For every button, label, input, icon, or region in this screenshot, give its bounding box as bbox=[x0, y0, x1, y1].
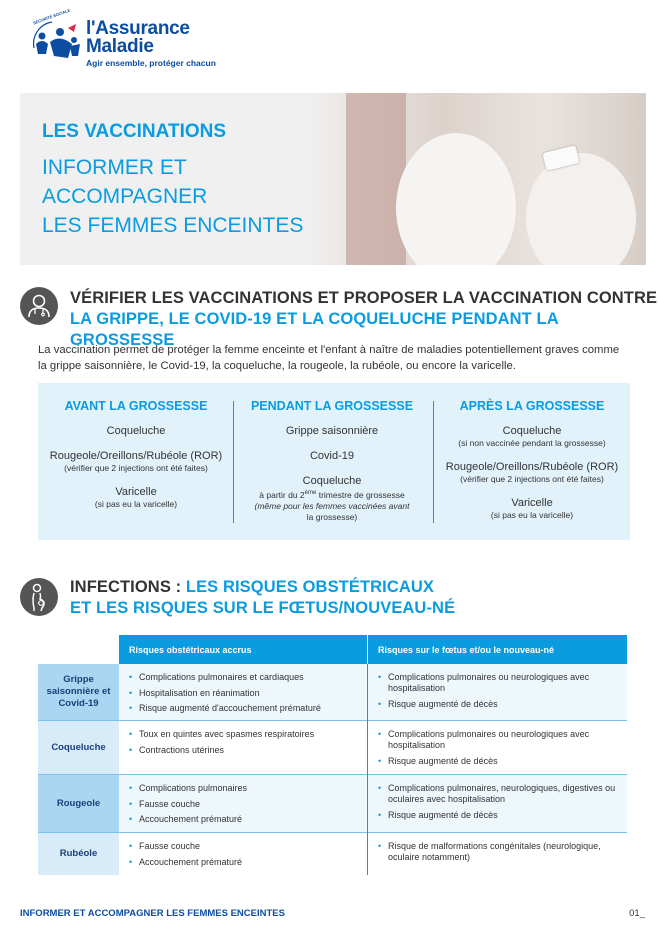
row-fetus-cell: • Complications pulmonaires ou neurologiques avec hospitalisation • Risque augmenté de décès bbox=[368, 721, 627, 774]
row-obstetrical-cell: • Fausse couche • Accouchement prématuré bbox=[119, 833, 367, 875]
hero-title: INFORMER ET ACCOMPAGNER LES FEMMES ENCEINTES bbox=[42, 156, 304, 237]
row-label: Coqueluche bbox=[38, 721, 119, 774]
pregnant-woman-icon bbox=[20, 578, 58, 616]
hero-banner bbox=[20, 93, 646, 265]
row-divider bbox=[38, 832, 627, 833]
table-row bbox=[38, 775, 627, 832]
row-divider bbox=[38, 774, 627, 775]
table-row bbox=[38, 721, 627, 774]
row-label: Rubéole bbox=[38, 833, 119, 875]
table-header-fetus: Risques sur le fœtus et/ou le nouveau-né bbox=[368, 635, 627, 664]
table-row bbox=[38, 833, 627, 875]
doctor-icon bbox=[20, 287, 58, 325]
page-number: 01_ bbox=[629, 908, 645, 919]
row-fetus-cell: • Complications pulmonaires ou neurologiques avec hospitalisation • Risque augmenté de décès bbox=[368, 664, 627, 720]
column-title: AVANT LA GROSSESSE bbox=[64, 399, 208, 413]
section2-heading: INFECTIONS : LES RISQUES OBSTÉTRICAUX ET LES RISQUES SUR LE FŒTUS/NOUVEAU-NÉ bbox=[70, 578, 456, 617]
brand-name: l'Assurance Maladie bbox=[86, 18, 190, 57]
row-obstetrical-cell: • Complications pulmonaires • Fausse couche • Accouchement prématuré bbox=[119, 775, 367, 832]
brand-logo bbox=[28, 7, 228, 70]
vaccination-timeline-box bbox=[38, 383, 630, 540]
column-title: PENDANT LA GROSSESSE bbox=[250, 399, 414, 413]
row-label: Rougeole bbox=[38, 775, 119, 832]
hero-kicker: LES VACCINATIONS bbox=[42, 121, 227, 142]
row-fetus-cell: • Risque de malformations congénitales (neurologique, oculaire notamment) bbox=[368, 833, 627, 875]
section1-intro: La vaccination permet de protéger la femme enceinte et l'enfant à naître de maladies potentiellement graves comme la grippe saisonnière, le Covid-19, la coqueluche, la rougeole, la rubéole, ou encore la varicelle. bbox=[38, 344, 620, 372]
column-apres: APRÈS LA GROSSESSE Coqueluche (si non vaccinée pendant la grossesse) Rougeole/Oreillons/Rubéole (ROR) (vérifier que 2 injections ont été faites) Varicelle (si pas eu la varicelle) bbox=[434, 399, 630, 521]
pregnant-women-photo bbox=[306, 93, 646, 265]
table-header-obstetrical: Risques obstétricaux accrus bbox=[119, 635, 367, 664]
column-avant: AVANT LA GROSSESSE Coqueluche Rougeole/Oreillons/Rubéole (ROR) (vérifier que 2 injections ont été faites) Varicelle (si pas eu la varicelle) bbox=[38, 399, 234, 510]
table-row bbox=[38, 664, 627, 720]
brand-mark-text: SÉCURITÉ SOCIALE bbox=[32, 7, 71, 26]
row-divider bbox=[38, 720, 627, 721]
column-divider bbox=[367, 664, 368, 875]
row-obstetrical-cell: • Toux en quintes avec spasmes respiratoires • Contractions utérines bbox=[119, 721, 367, 774]
row-label: Grippe saisonnière et Covid-19 bbox=[38, 664, 119, 720]
column-title: APRÈS LA GROSSESSE bbox=[459, 399, 605, 413]
footer-title: INFORMER ET ACCOMPAGNER LES FEMMES ENCEINTES bbox=[20, 908, 285, 919]
section1-heading: VÉRIFIER LES VACCINATIONS ET PROPOSER LA VACCINATION CONTRE LA GRIPPE, LE COVID-19 ET LA COQUELUCHE PENDANT LA GROSSESSE bbox=[70, 289, 658, 349]
column-pendant: PENDANT LA GROSSESSE Grippe saisonnière Covid-19 Coqueluche à partir du 2ème trimestre de grossesse (même pour les femmes vaccinées avant la grossesse) bbox=[234, 399, 430, 523]
brand-tagline: Agir ensemble, protéger chacun bbox=[86, 58, 216, 68]
row-obstetrical-cell: • Complications pulmonaires et cardiaques • Hospitalisation en réanimation • Risque augmenté d'accouchement prématuré bbox=[119, 664, 367, 720]
row-fetus-cell: • Complications pulmonaires, neurologiques, digestives ou oculaires avec hospitalisation • Risque augmenté de décès bbox=[368, 775, 627, 832]
